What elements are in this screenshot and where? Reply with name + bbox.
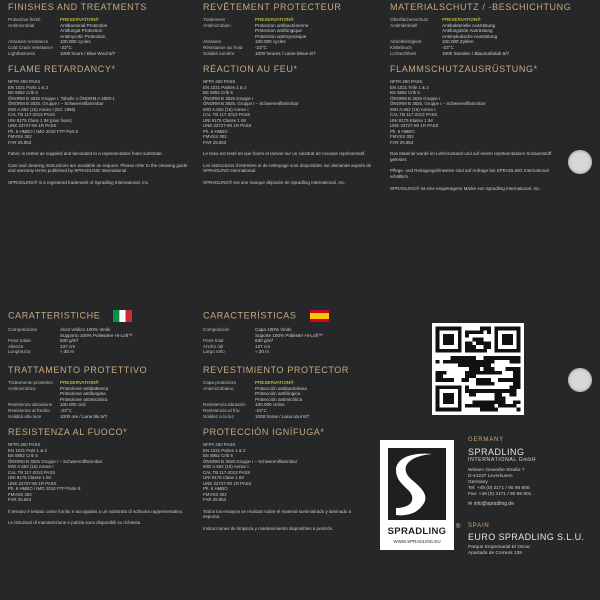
spec-value: Protección antibacteriana (255, 385, 307, 391)
text-line: NFPA 260 PASS (8, 79, 41, 85)
flame-lines (8, 79, 194, 145)
text-line: IMO A.652 (16) Annex I (8, 464, 54, 470)
flame-heading: RÉACTION AU FEU* (203, 64, 298, 75)
treatment-heading: REVESTIMIENTO PROTECTOR (203, 364, 349, 375)
text-line: CAL TB 117-2013 PASS (203, 112, 251, 118)
text-line: EN 1021 Parts 1 & 2 (8, 84, 49, 90)
text-line: UNE 23727-90 1R PASS (390, 123, 439, 129)
spec-key: Composizione (8, 327, 38, 332)
spain-flag-icon (310, 310, 329, 322)
logo-mark (388, 448, 446, 520)
spec-key: Resistencia abrasión (203, 402, 246, 408)
spec-value: Protección antifúngica (255, 391, 301, 397)
text-line: Ph. 6 HMBO (203, 486, 228, 492)
binder-hole-bottom (568, 368, 592, 392)
text-line: Wiesen Gewerbe Straße 7 (468, 468, 525, 473)
characteristics-rows (203, 327, 368, 355)
spec-key: Composición (203, 327, 230, 332)
spec-value: Protection antimycosique (255, 33, 307, 39)
text-line: UNE 23727-90 1R PASS (203, 123, 252, 129)
text-line: EN 1021 Teile 1 & 2 (390, 84, 429, 90)
text-line: UNI 9175 Classe 1 IM (203, 117, 246, 123)
trademark-paragraph: SPRADLING® is a registered trademark of Spradling International, Inc. (8, 179, 150, 185)
spec-value: -23°C (60, 44, 72, 50)
spec-value: Antibacterial Protection (60, 22, 108, 28)
spec-value: 100.000 cycles (255, 39, 286, 45)
text-line: Ph. 6 HMBO (203, 128, 228, 134)
characteristics-rows (8, 327, 194, 355)
text-line: Fax: +49 (0) 2171 / 90 96 801 (468, 492, 532, 497)
spec-value: 100.000 cicli (60, 402, 86, 408)
spec-key: Résistance au froid (203, 44, 243, 50)
spec-value: Antimykotische Ausrüstung (442, 33, 498, 39)
fire-lines (8, 442, 194, 503)
text-line: FMVSS 302 (203, 491, 227, 497)
note-paragraph: Das Material wurde im Lieferzustand und auf einem repräsentativen Schaumstoff getestet. (390, 151, 552, 162)
italy-flag-icon (113, 310, 132, 322)
spec-value: 630 g/m² (255, 338, 274, 344)
text-line: ÖNORM B 3825 Gruppe I (390, 95, 441, 101)
spec-value: 630 g/m² (60, 338, 79, 344)
text-line: BS 5852 Crib 5 (203, 453, 233, 459)
text-line: ÖNORM B 3825 Gruppe I, Tabelle 1 ÖNORM A 3800-1 (8, 95, 115, 101)
spain-company: EURO SPRADLING S.L.U. (468, 532, 585, 542)
text-line: UNE 23727-90 1R PASS (8, 480, 57, 486)
fire-heading: PROTECCIÓN IGNÍFUGA* (203, 427, 325, 438)
spec-value: 1000 horas / Lana azul 6/7 (255, 413, 310, 419)
text-line: Germany (468, 480, 488, 485)
text-line: UNI 9175 Class 1 IM (plus foam) (8, 117, 72, 123)
text-line: BS 5852 Crib 5 (390, 90, 420, 96)
finishes-rows (8, 17, 194, 56)
qr-code[interactable] (432, 323, 524, 415)
logo-url: WWW.SPRADLING.EU (393, 539, 441, 544)
spec-key: Peso total (203, 338, 224, 344)
care-paragraph: Care and cleaning instructions are available on request. Please refer to the cleaning guide and warranty terms published by SPRADLING International. (8, 162, 188, 174)
spec-key: Solidità alla luce (8, 413, 42, 419)
spec-key: Antimicrobiano (203, 385, 234, 391)
spec-key: Kältebruch (390, 44, 412, 50)
binder-hole-top (568, 150, 592, 174)
treatment-rows (203, 380, 368, 419)
note-paragraph: Le tissu est testé tel que fourni et laminé sur un substrat de mousse représentatif. (203, 151, 366, 157)
spec-value: PRESERVATION® (255, 379, 294, 385)
text-line: CAL TB 117-2013 PASS (390, 112, 438, 118)
text-line: Apartado de Correos 138 (468, 551, 522, 556)
text-line: IMO A.652 (16) Annex I (203, 464, 249, 470)
text-line: IMO A.652 (16) Annex I (203, 106, 249, 112)
spec-value: 1000 ore / Lana blu 6/7 (60, 413, 108, 419)
spec-value: Soporte 100% Poliéster Hi-Loft™ (255, 332, 323, 338)
spec-key: Abrasion (203, 39, 222, 45)
spec-row (390, 51, 565, 57)
text-line: BS 5852 Crib 5 (8, 90, 38, 96)
spec-value: Protezione antibatterica (60, 385, 109, 391)
s1-col2 (203, 2, 383, 186)
spec-value: Capa 100% Vinilo (255, 327, 292, 332)
germany-label: GERMANY (468, 437, 504, 443)
s-mark-icon (388, 448, 446, 520)
characteristics-heading: CARATTERISTICHE (8, 310, 194, 322)
text-line: ÖNORM B 3825, Gruppe I – Schwerentflammbar (203, 101, 299, 107)
text-line: BS 5852 Crib 5 (203, 90, 233, 96)
spec-key: Largo rollo (203, 349, 225, 355)
trademark-paragraph: SPRADLING® est une marque déposée de Spradling International, Inc. (203, 179, 346, 185)
flame-heading: FLAMMSCHUTZAUSRÜSTUNG* (390, 64, 538, 75)
spec-key: Solidez a la luz (203, 413, 234, 419)
spec-value: Antifungizide Ausrüstung (442, 28, 493, 34)
spec-value: 100.000 cycles (60, 39, 91, 45)
spec-key: Solidité lumière (203, 50, 235, 56)
text-line: ÖNORM B 3825 Gruppe I (203, 95, 254, 101)
spec-key: Traitement (203, 17, 225, 22)
text-line: Ph. 6 HMBO / IMO 2010 FTP Parte 8 (8, 486, 81, 492)
flame-lines (203, 79, 383, 145)
text-line: Ph. 6 HMBO (390, 128, 415, 134)
spec-row (8, 349, 194, 355)
spec-key: Protective finish (8, 17, 41, 22)
spec-key: Abriebfestigkeit (390, 39, 422, 45)
spec-key: Resistenza abrasione (8, 402, 53, 408)
spec-value: 100.000 ciclos (255, 402, 285, 408)
text-line: FAR 25.853 (203, 139, 227, 145)
spec-value: 1000 hours / Blue Wool 6/7 (60, 50, 116, 56)
text-line: ÖNORM B 3825, Gruppe I – Schwerentflammbar (390, 101, 486, 107)
text-line: CAL TB 117-2013 PASS (8, 112, 56, 118)
spec-value: Protezione antifungina (60, 391, 106, 397)
spec-value: Alcol vinilico 100% Vinile (60, 327, 111, 332)
spec-key: Antimikrobiell (390, 22, 418, 28)
note-paragraph: Il tessuto è testato come fornito e accoppiato a un substrato di schiuma rappresentativo. (8, 508, 184, 514)
care-paragraph: Pflege- und Reinigungshinweise sind auf Anfrage bei SPRADLING International erhältlich. (390, 168, 549, 179)
spec-row (203, 349, 368, 355)
spec-value: 137 cm (255, 343, 271, 349)
trademark-paragraph: SPRADLING® ist eine eingetragene Marke von Spradling International, Inc. (390, 185, 541, 191)
flame-heading: FLAME RETARDANCY* (8, 64, 116, 75)
spec-value: Protección antimicótica (255, 396, 303, 402)
characteristics-heading: CARACTERÍSTICAS (203, 310, 368, 322)
text-line: FAR 25.853 (390, 139, 414, 145)
text-line: UNI 9175 Clase 1 IM (203, 475, 244, 481)
spec-key: Cold Crack resistance (8, 44, 53, 50)
spain-label: SPAIN (468, 523, 490, 529)
registered-mark: ® (456, 524, 461, 530)
finishes-rows (390, 17, 565, 56)
spec-key: Lichtechtheit (390, 50, 416, 56)
spec-value: 100.000 Zyklen (442, 39, 474, 45)
text-line: EN 1021 Parti 1 & 2 (8, 447, 47, 453)
spec-value: -23°C (60, 407, 72, 413)
care-paragraph: Le istruzioni di manutenzione e pulizia sono disponibili su richiesta. (8, 520, 142, 526)
spec-key: Resistenza al freddo (8, 407, 50, 413)
text-line: Tel: +49 (0) 2171 / 90 96 800 (468, 486, 530, 491)
spec-value: Protection antifongique (255, 28, 302, 34)
germany-company: SPRADLING (468, 447, 525, 457)
spec-key: Altezza (8, 343, 24, 349)
spec-value: Protection antibactérienne (255, 22, 309, 28)
spec-value: PRESERVATION® (255, 17, 294, 22)
text-line: UNI 9175 Classe 1 IM (8, 475, 51, 481)
text-line: Ph. 6 HMBO / IMO 2010 FTP Part 8 (8, 128, 78, 134)
s2-col2 (203, 310, 368, 531)
text-line: NFPA 260 PASS (390, 79, 423, 85)
care-paragraph: Instrucciones de limpieza y mantenimiento disponibles a petición. (203, 525, 334, 531)
treatment-heading: TRATTAMENTO PROTETTIVO (8, 364, 148, 375)
text-line: ÖNORM B 3825, Gruppe I – Schwerentflammbar (8, 101, 104, 107)
text-line: CAL TB 117-2013 PASS (203, 469, 251, 475)
spec-value: Antimycotic Protection (60, 33, 106, 39)
spec-key: Trattamento protettivo (8, 379, 53, 385)
spec-row (8, 414, 194, 420)
text-line: FAR 25.853 (8, 497, 32, 503)
finishes-heading: FINISHES AND TREATMENTS (8, 2, 147, 12)
spradling-logo (380, 440, 454, 550)
spec-row (8, 51, 194, 57)
spec-value: 137 cm (60, 343, 76, 349)
spec-value: 1000 heures / Laine bleue 6/7 (255, 50, 316, 56)
text-line: Parque Empresarial El Oscar (468, 545, 531, 550)
spain-address (468, 545, 594, 557)
text-line: FMVSS 302 (390, 134, 414, 140)
text-line: ÖNORM B 3825 Gruppe I – Schwerentflammbar (8, 458, 103, 464)
spec-key: Peso totale (8, 338, 31, 344)
care-paragraph: Les instructions d’entretien et de nettoyage sont disponibles sur demande auprès de SPRADLING International. (203, 162, 372, 174)
text-line: FMVSS 302 (8, 491, 32, 497)
spec-value: -23°C (255, 407, 267, 413)
finishes-heading: REVÊTEMENT PROTECTEUR (203, 2, 342, 12)
contact-block (468, 437, 594, 557)
spec-value: Antibakterielle Ausrüstung (442, 22, 496, 28)
text-line: FAR 25.853 (8, 139, 32, 145)
text-line: EN 1021 Parties 1 & 2 (203, 84, 247, 90)
spec-value: Protezione antimicotica (60, 396, 108, 402)
text-line: FMVSS 302 (203, 134, 227, 140)
text-line: ÖNORM B 3825 Gruppe I – Schwerentflammbar (203, 458, 298, 464)
text-line: NFPA 260 PASS (203, 79, 236, 85)
germany-address (468, 468, 594, 498)
spec-key: Antimicrobien (203, 22, 231, 28)
spec-key: Ancho útil (203, 343, 224, 349)
spec-value: PRESERVATION® (442, 17, 481, 22)
text-line: UNE 23727-90 1R PASS (203, 480, 252, 486)
text-line: FAR 25.853 (203, 497, 227, 503)
spec-key: Oberflächenschutz (390, 17, 429, 22)
text-line: FMVSS 302 (8, 134, 32, 140)
spec-value: 1000 Stunden / Blaumaßstab 6/7 (442, 50, 510, 56)
finishes-rows (203, 17, 383, 56)
spec-value: ≈ 30 m (60, 349, 75, 355)
text-line: BS 5852 Crib 5 (8, 453, 38, 459)
text-line: IMO A.652 (16) Annex I (390, 106, 436, 112)
spec-key: Lunghezza (8, 349, 31, 355)
germany-company-sub: INTERNATIONAL GmbH (468, 457, 537, 463)
text-line: NFPA 260 PASS (8, 442, 41, 448)
spec-value: PRESERVATION® (60, 379, 99, 385)
fire-lines (203, 442, 368, 503)
text-line: IMO A.652 (16) Annex I (Ed. 1996) (8, 106, 76, 112)
mail-icon: ✉ (468, 501, 474, 507)
s1-col3 (390, 2, 572, 191)
spec-value: Antifungal Protection (60, 28, 103, 34)
text-line: UNE 23727-90 1R PASS (8, 123, 57, 129)
flame-lines (390, 79, 565, 145)
finishes-heading: MATERIALSCHUTZ / -BESCHICHTUNG (390, 2, 572, 12)
spec-value: ≈ 30 m (255, 349, 270, 355)
spec-key: Resistencia al frío (203, 407, 240, 413)
spec-row (203, 414, 368, 420)
text-line: EN 1021 Partes 1 & 2 (203, 447, 246, 453)
spec-row (203, 51, 383, 57)
fire-heading: RESISTENZA AL FUOCO* (8, 427, 128, 438)
treatment-rows (8, 380, 194, 419)
spec-value: -23°C (255, 44, 267, 50)
spec-value: PRESERVATION® (60, 17, 99, 22)
spec-key: Abrasion resistance (8, 39, 49, 45)
text-line: NFPA 260 PASS (203, 442, 236, 448)
spec-key: Antimicrobial (8, 22, 35, 28)
spec-value: -23°C (442, 44, 454, 50)
note-paragraph: Todos los ensayos se realizan sobre el material suministrado y laminado a espuma. (203, 508, 352, 520)
text-line: UNI 9175 Klasse 1 IM (390, 117, 433, 123)
logo-text: SPRADLING (387, 526, 447, 537)
text-line: CAL TB 117-2013 PASS (8, 469, 56, 475)
text-line: D-41237 Leverkusen (468, 474, 513, 479)
spec-key: Lightfastness (8, 50, 36, 56)
spec-value: Supporto 100% Poliestere Hi-Loft™ (60, 332, 133, 338)
spec-key: Capa protectora (203, 379, 236, 385)
s1-col1 (8, 2, 194, 186)
spec-key: Antimicrobico (8, 385, 36, 391)
s2-col1 (8, 310, 194, 526)
note-paragraph: Fabric is tested as supplied and laminated to a representative foam substrate. (8, 151, 163, 157)
germany-email[interactable]: ✉ info@spradling.de (468, 501, 514, 507)
